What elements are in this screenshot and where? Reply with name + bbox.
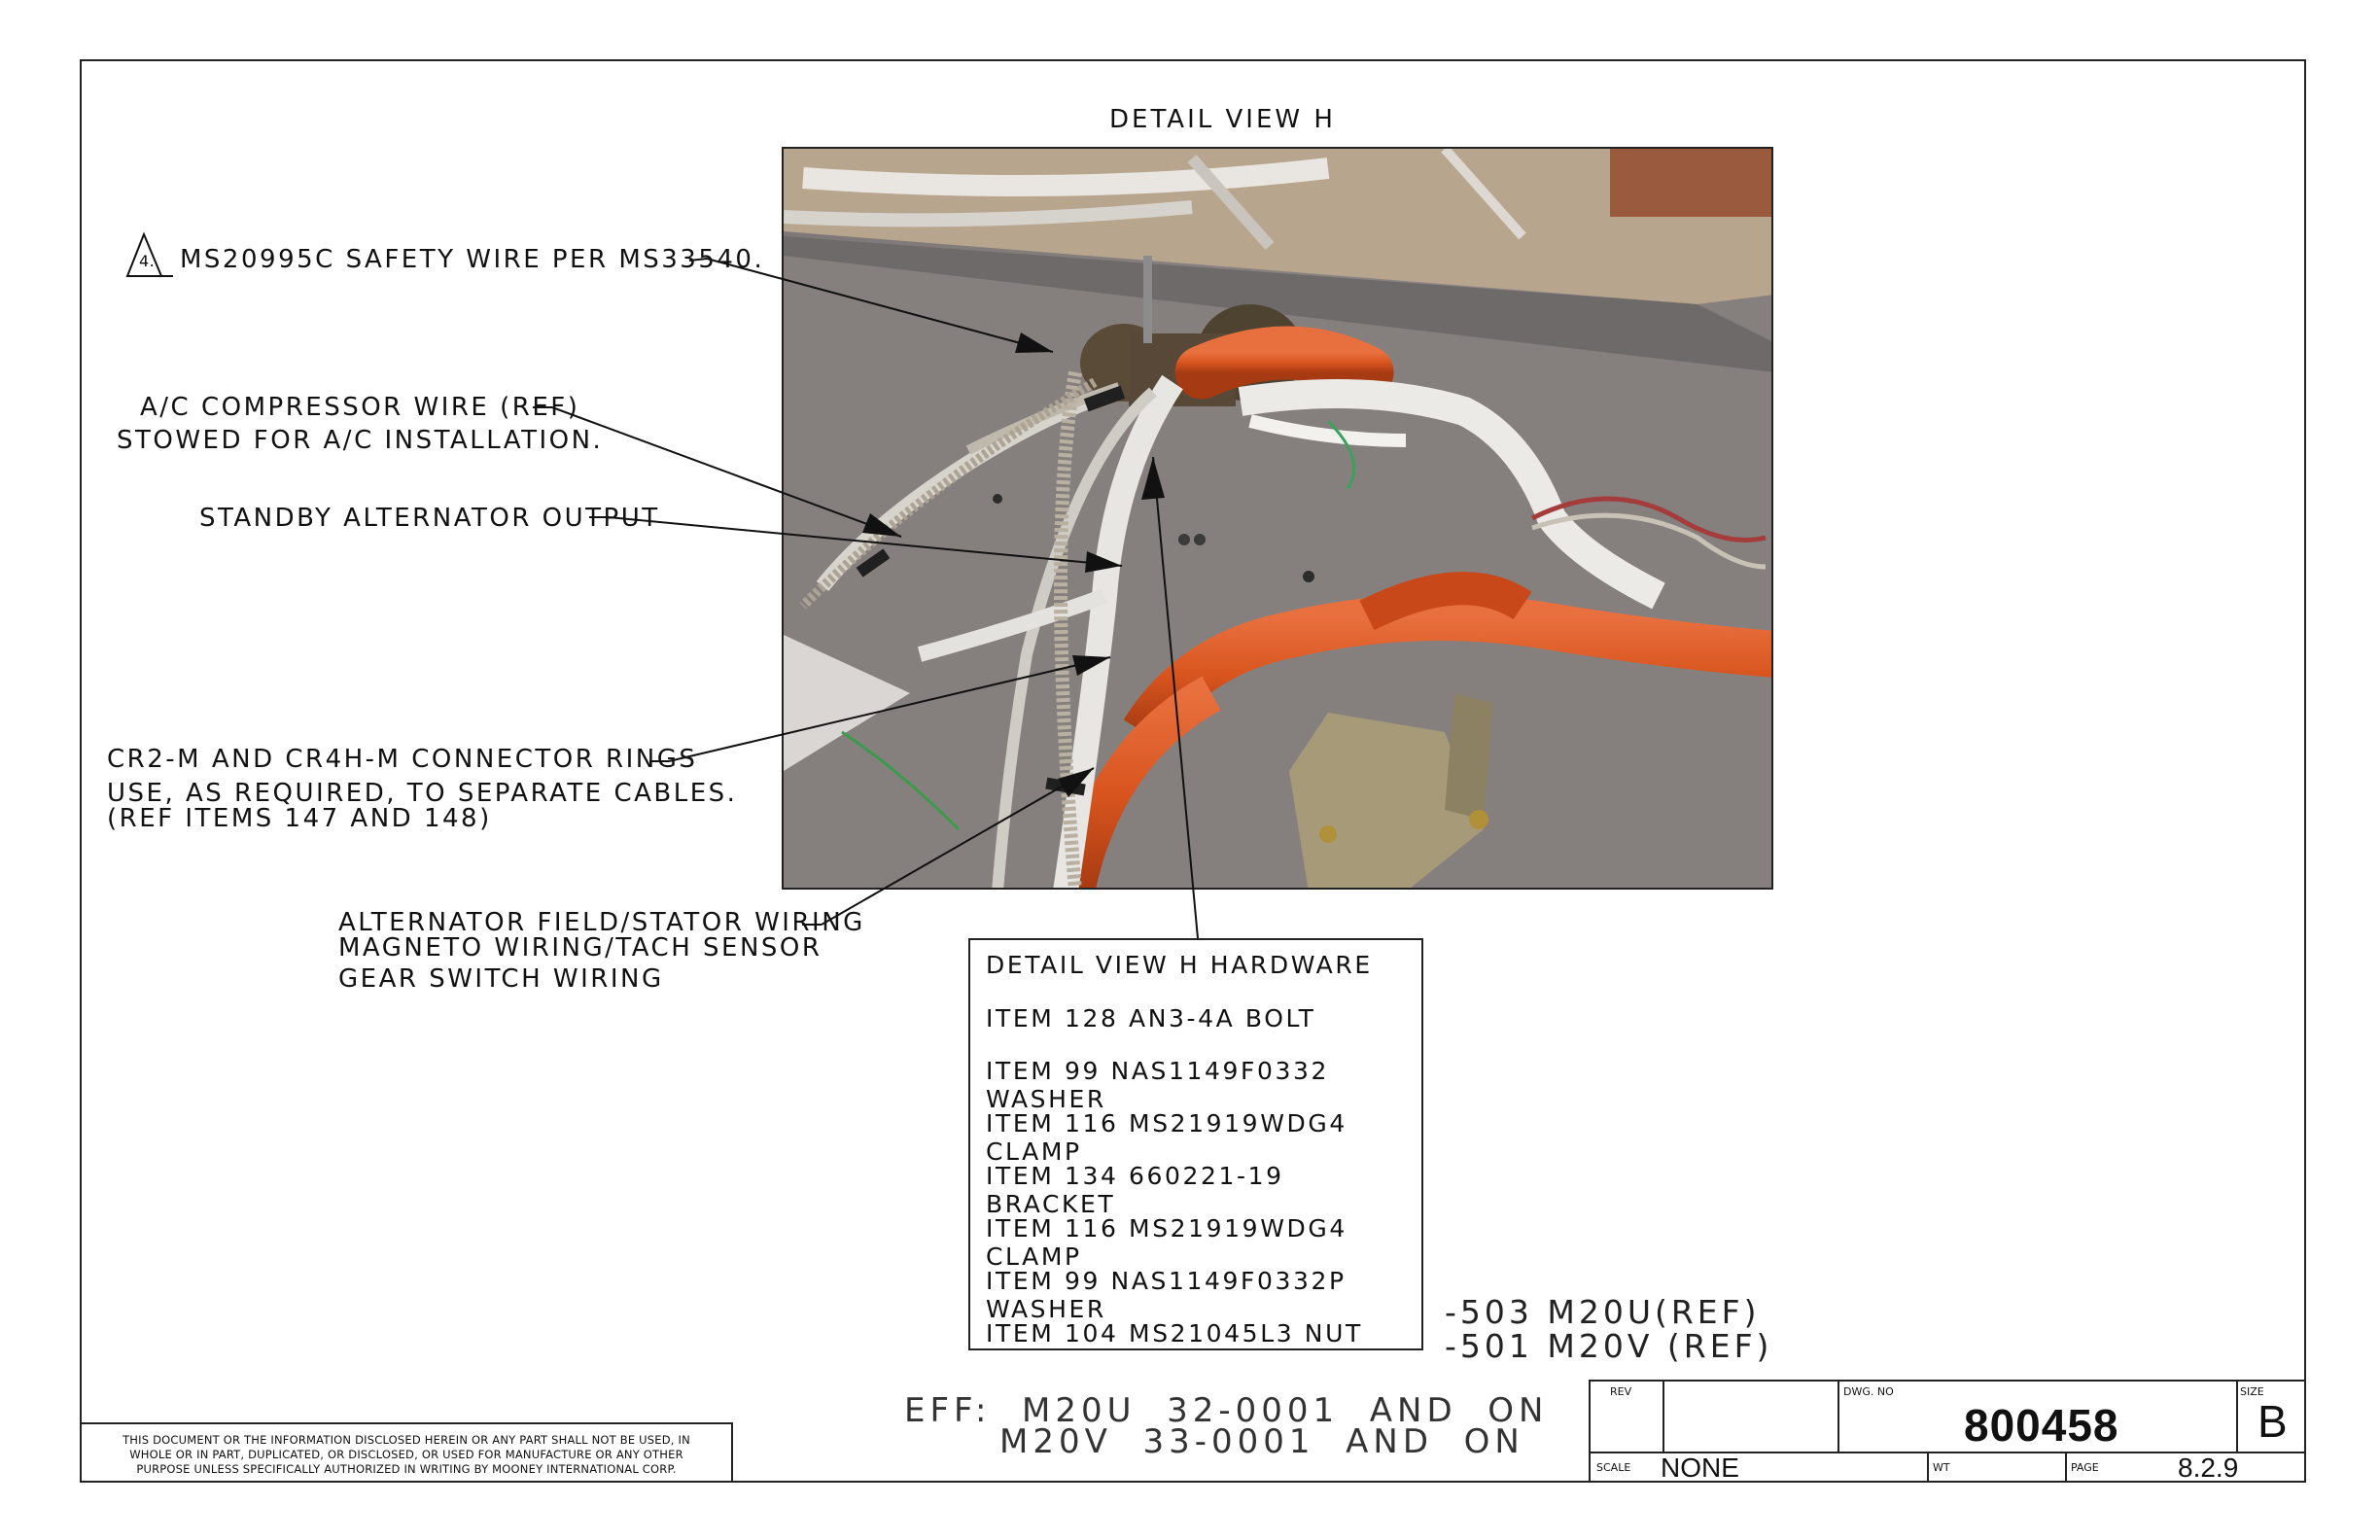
- hardware-item: ITEM 116 MS21919WDG4 CLAMP: [986, 1214, 1348, 1271]
- leader-hardware: [1153, 457, 1198, 938]
- callout-safety-wire: MS20995C SAFETY WIRE PER MS33540.: [180, 245, 765, 274]
- title-block: [1589, 1380, 2306, 1483]
- hardware-item: ITEM 99 NAS1149F0332 WASHER: [986, 1057, 1330, 1113]
- scale-label: SCALE: [1596, 1461, 1631, 1474]
- callout-rings-line3: (REF ITEMS 147 AND 148): [107, 804, 492, 833]
- page-label: PAGE: [2071, 1461, 2099, 1474]
- weight-label: WT: [1933, 1461, 1950, 1474]
- dash-number-503: -503 M20U(REF): [1445, 1293, 1761, 1331]
- arrowhead: [1141, 457, 1165, 500]
- page-number: 8.2.9: [2178, 1452, 2239, 1483]
- leader-standby-2: [609, 517, 1122, 566]
- dash-number-501: -501 M20V (REF): [1445, 1327, 1773, 1365]
- callout-wiring-line2: MAGNETO WIRING/TACH SENSOR: [338, 933, 822, 962]
- dwg-no-label: DWG. NO: [1843, 1385, 1894, 1398]
- callout-ac-wire-line1: A/C COMPRESSOR WIRE (REF): [140, 393, 580, 422]
- effectivity-line1: EFF: M20U 32-0001 AND ON: [904, 1391, 1549, 1430]
- proprietary-notice: [80, 1422, 733, 1483]
- callout-rings-line1: CR2-M AND CR4H-M CONNECTOR RINGS: [107, 745, 698, 774]
- notice-line: THIS DOCUMENT OR THE INFORMATION DISCLOSED HEREIN OR ANY PART SHALL NOT BE USED, IN: [122, 1433, 690, 1447]
- hardware-item: ITEM 116 MS21919WDG4 CLAMP: [986, 1109, 1348, 1166]
- leader-wiring-2: [822, 768, 1094, 925]
- arrowhead: [862, 513, 901, 537]
- notice-line: WHOLE OR IN PART, DUPLICATED, OR DISCLOSED, OR USED FOR MANUFACTURE OR ANY OTHER: [129, 1448, 683, 1461]
- scale-value: NONE: [1661, 1452, 1739, 1483]
- size-value: B: [2258, 1396, 2288, 1447]
- leader-rings-2: [669, 657, 1110, 761]
- hardware-title: DETAIL VIEW H HARDWARE: [986, 951, 1373, 979]
- hardware-item: ITEM 128 AN3-4A BOLT: [986, 1004, 1316, 1032]
- effectivity-line2: M20V 33-0001 AND ON: [999, 1422, 1524, 1461]
- arrowhead: [1085, 551, 1122, 573]
- note-flag-number: 4.: [139, 252, 156, 270]
- hardware-item: ITEM 134 660221-19 BRACKET: [986, 1162, 1284, 1218]
- drawing-number: 800458: [1964, 1400, 2119, 1451]
- callout-wiring-line3: GEAR SWITCH WIRING: [338, 964, 664, 994]
- rev-label: REV: [1610, 1385, 1632, 1398]
- notice-line: PURPOSE UNLESS SPECIFICALLY AUTHORIZED IN WRITING BY MOONEY INTERNATIONAL CORP.: [136, 1462, 677, 1476]
- callout-ac-wire-line2: STOWED FOR A/C INSTALLATION.: [117, 426, 604, 455]
- hardware-item: ITEM 104 MS21045L3 NUT: [986, 1319, 1363, 1348]
- callout-wiring-line1: ALTERNATOR FIELD/STATOR WIRING: [338, 908, 865, 937]
- hardware-item: ITEM 99 NAS1149F0332P WASHER: [986, 1267, 1347, 1323]
- detail-view-title: DETAIL VIEW H: [1109, 105, 1336, 134]
- arrowhead: [1015, 332, 1053, 353]
- callout-standby-alternator: STANDBY ALTERNATOR OUTPUT: [199, 504, 660, 533]
- arrowhead: [1058, 768, 1094, 797]
- arrowhead: [1072, 655, 1110, 676]
- hardware-table: [968, 938, 1423, 1350]
- size-label: SIZE: [2240, 1385, 2264, 1398]
- callout-rings-line2: USE, AS REQUIRED, TO SEPARATE CABLES.: [107, 779, 738, 808]
